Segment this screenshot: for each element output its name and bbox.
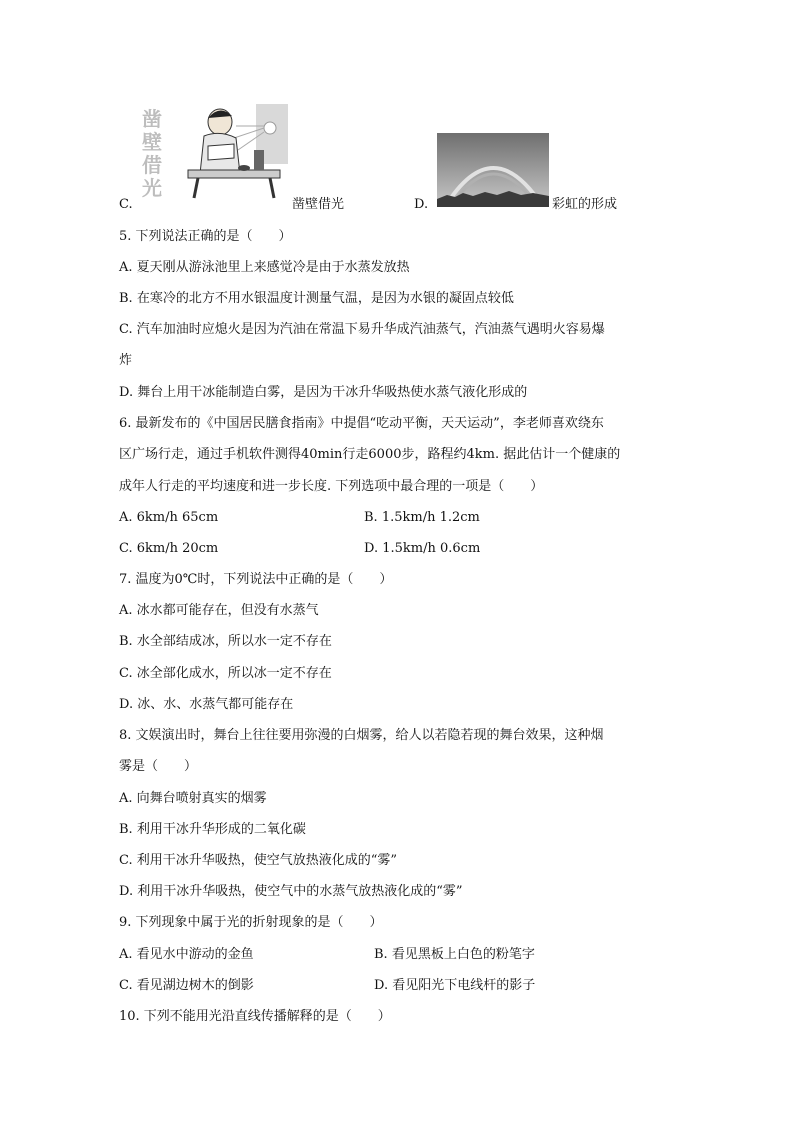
- question-7-option-b: B. 水全部结成冰，所以水一定不存在: [119, 634, 332, 649]
- svg-text:借: 借: [142, 153, 162, 177]
- question-8-option-d: D. 利用干冰升华吸热，使空气中的水蒸气放热液化成的“雾”: [119, 884, 463, 899]
- question-6-option-a: A. 6km/h 65cm: [119, 510, 219, 525]
- question-7-option-c: C. 冰全部化成水，所以冰一定不存在: [119, 666, 332, 681]
- question-6-option-c: C. 6km/h 20cm: [119, 541, 219, 556]
- question-5-option-c-cont: 炸: [119, 353, 133, 368]
- question-5-option-d: D. 舞台上用干冰能制造白雾，是因为干冰升华吸热使水蒸气液化形成的: [119, 385, 528, 400]
- svg-text:壁: 壁: [142, 130, 162, 154]
- art-char-1: 凿: [142, 107, 162, 131]
- image-c-caption: 凿壁借光: [292, 197, 345, 212]
- question-9-option-d: D. 看见阳光下电线杆的影子: [374, 978, 536, 993]
- question-9-option-c: C. 看见湖边树木的倒影: [119, 978, 254, 993]
- question-7-option-a: A. 冰水都可能存在，但没有水蒸气: [119, 603, 319, 618]
- question-6-stem-3: 成年人行走的平均速度和进一步长度. 下列选项中最合理的一项是（ ）: [119, 479, 544, 494]
- question-9-option-a: A. 看见水中游动的金鱼: [119, 947, 254, 962]
- question-8-option-a: A. 向舞台喷射真实的烟雾: [119, 791, 267, 806]
- question-8-stem-2: 雾是（ ）: [119, 759, 198, 774]
- question-9-option-b: B. 看见黑板上白色的粉笔字: [374, 947, 535, 962]
- question-6-stem-2: 区广场行走，通过手机软件测得40min行走6000步，路程约4km. 据此估计一个健康的: [119, 447, 621, 462]
- question-10-stem: 10. 下列不能用光沿直线传播解释的是（ ）: [119, 1009, 391, 1024]
- question-5-stem: 5. 下列说法正确的是（ ）: [119, 229, 292, 244]
- question-8-option-c: C. 利用干冰升华吸热，使空气放热液化成的“雾”: [119, 853, 398, 868]
- image-rainbow: [437, 133, 549, 207]
- image-zaobi-jieguang: [138, 104, 288, 200]
- question-5-option-c: C. 汽车加油时应熄火是因为汽油在常温下易升华成汽油蒸气，汽油蒸气遇明火容易爆: [119, 322, 605, 337]
- image-c-label: C.: [119, 197, 133, 212]
- question-8-option-b: B. 利用干冰升华形成的二氧化碳: [119, 822, 306, 837]
- svg-text:光: 光: [142, 176, 162, 200]
- question-6-option-b: B. 1.5km/h 1.2cm: [364, 510, 480, 525]
- question-6-stem-1: 6. 最新发布的《中国居民膳食指南》中提倡“吃动平衡，天天运动”，李老师喜欢绕东: [119, 416, 604, 431]
- image-d-label: D.: [414, 197, 429, 212]
- question-5-option-b: B. 在寒冷的北方不用水银温度计测量气温，是因为水银的凝固点较低: [119, 291, 514, 306]
- question-7-option-d: D. 冰、水、水蒸气都可能存在: [119, 697, 294, 712]
- question-5-option-a: A. 夏天刚从游泳池里上来感觉冷是由于水蒸发放热: [119, 260, 410, 275]
- question-9-stem: 9. 下列现象中属于光的折射现象的是（ ）: [119, 915, 383, 930]
- image-d-caption: 彩虹的形成: [552, 197, 618, 212]
- question-6-option-d: D. 1.5km/h 0.6cm: [364, 541, 481, 556]
- question-8-stem-1: 8. 文娱演出时，舞台上往往要用弥漫的白烟雾，给人以若隐若现的舞台效果，这种烟: [119, 728, 604, 743]
- question-7-stem: 7. 温度为0℃时，下列说法中正确的是（ ）: [119, 572, 393, 587]
